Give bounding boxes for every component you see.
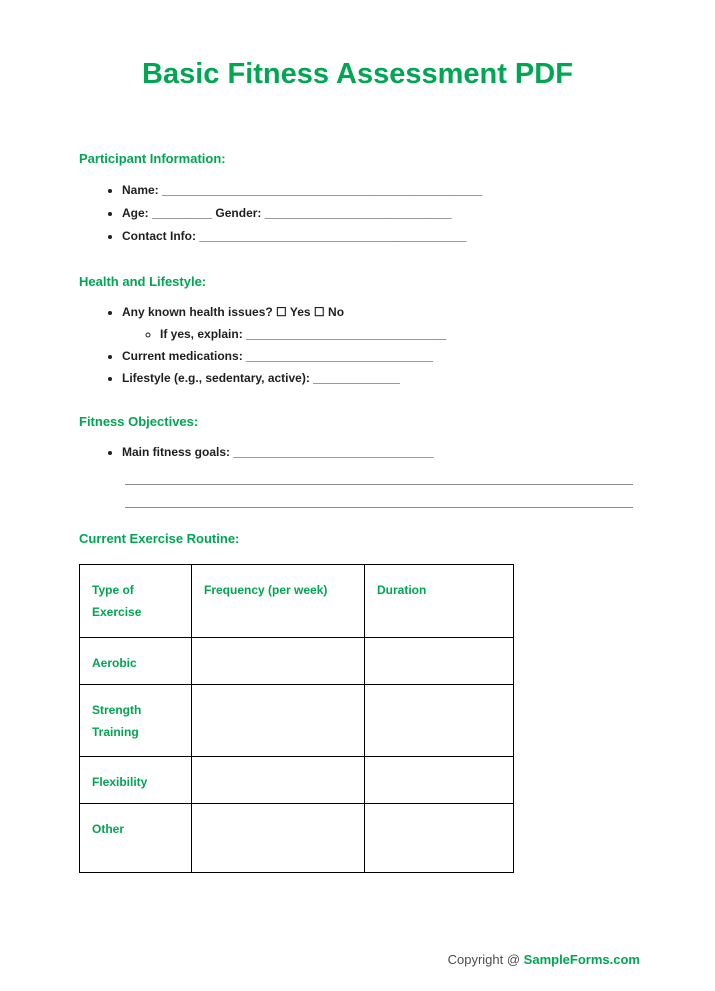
fitness-objectives-list (0, 441, 715, 463)
blank-write-line (125, 507, 633, 508)
current-medications-field-line: Current medications: ____________________________ (122, 349, 433, 363)
list-item (122, 179, 715, 202)
if-yes-explain-field-line: If yes, explain: ______________________________ (160, 327, 447, 341)
row-label-other: Other (80, 804, 192, 873)
main-fitness-goals-field-line: Main fitness goals: ______________________________ (122, 445, 434, 459)
blank-write-line (125, 484, 633, 485)
list-item (122, 202, 715, 225)
lifestyle-field-line: Lifestyle (e.g., sedentary, active): _____________ (122, 371, 400, 385)
empty-cell (365, 685, 514, 757)
table-row (80, 804, 514, 873)
row-label-flexibility: Flexibility (80, 757, 192, 804)
contact-info-field-line: Contact Info: ________________________________________ (122, 229, 467, 243)
table-row (80, 757, 514, 804)
section-heading-current-exercise-routine: Current Exercise Routine: (79, 531, 240, 546)
column-header-type-of-exercise: Type of Exercise (80, 565, 192, 638)
list-item (122, 367, 715, 389)
health-sub-list (122, 323, 715, 345)
table-row (80, 685, 514, 757)
empty-cell (365, 804, 514, 873)
section-heading-health-lifestyle: Health and Lifestyle: (79, 274, 207, 289)
participant-info-list (0, 179, 715, 248)
empty-cell (192, 757, 365, 804)
sampleforms-link[interactable]: SampleForms.com (523, 952, 640, 967)
empty-cell (192, 685, 365, 757)
name-field-line: Name: ________________________________________________ (122, 183, 483, 197)
table-row (80, 638, 514, 685)
footer-copyright (448, 952, 640, 967)
list-item (122, 301, 715, 345)
section-heading-participant-information: Participant Information: (79, 151, 226, 166)
health-lifestyle-list (0, 301, 715, 389)
list-item (122, 225, 715, 248)
row-label-strength-training: Strength Training (80, 685, 192, 757)
age-gender-field-line: Age: _________ Gender: ____________________________ (122, 206, 452, 220)
column-header-frequency: Frequency (per week) (192, 565, 365, 638)
health-issues-checkbox-line: Any known health issues? ☐ Yes ☐ No (122, 305, 345, 319)
empty-cell (192, 804, 365, 873)
empty-cell (365, 638, 514, 685)
table-header-row (80, 565, 514, 638)
list-item (122, 345, 715, 367)
copyright-text: Copyright @ (447, 952, 524, 967)
section-heading-fitness-objectives: Fitness Objectives: (79, 414, 199, 429)
page-title: Basic Fitness Assessment PDF (142, 58, 573, 90)
list-item (122, 441, 715, 463)
list-item (160, 323, 715, 345)
column-header-duration: Duration (365, 565, 514, 638)
row-label-aerobic: Aerobic (80, 638, 192, 685)
empty-cell (365, 757, 514, 804)
empty-cell (192, 638, 365, 685)
exercise-routine-table (79, 564, 514, 873)
